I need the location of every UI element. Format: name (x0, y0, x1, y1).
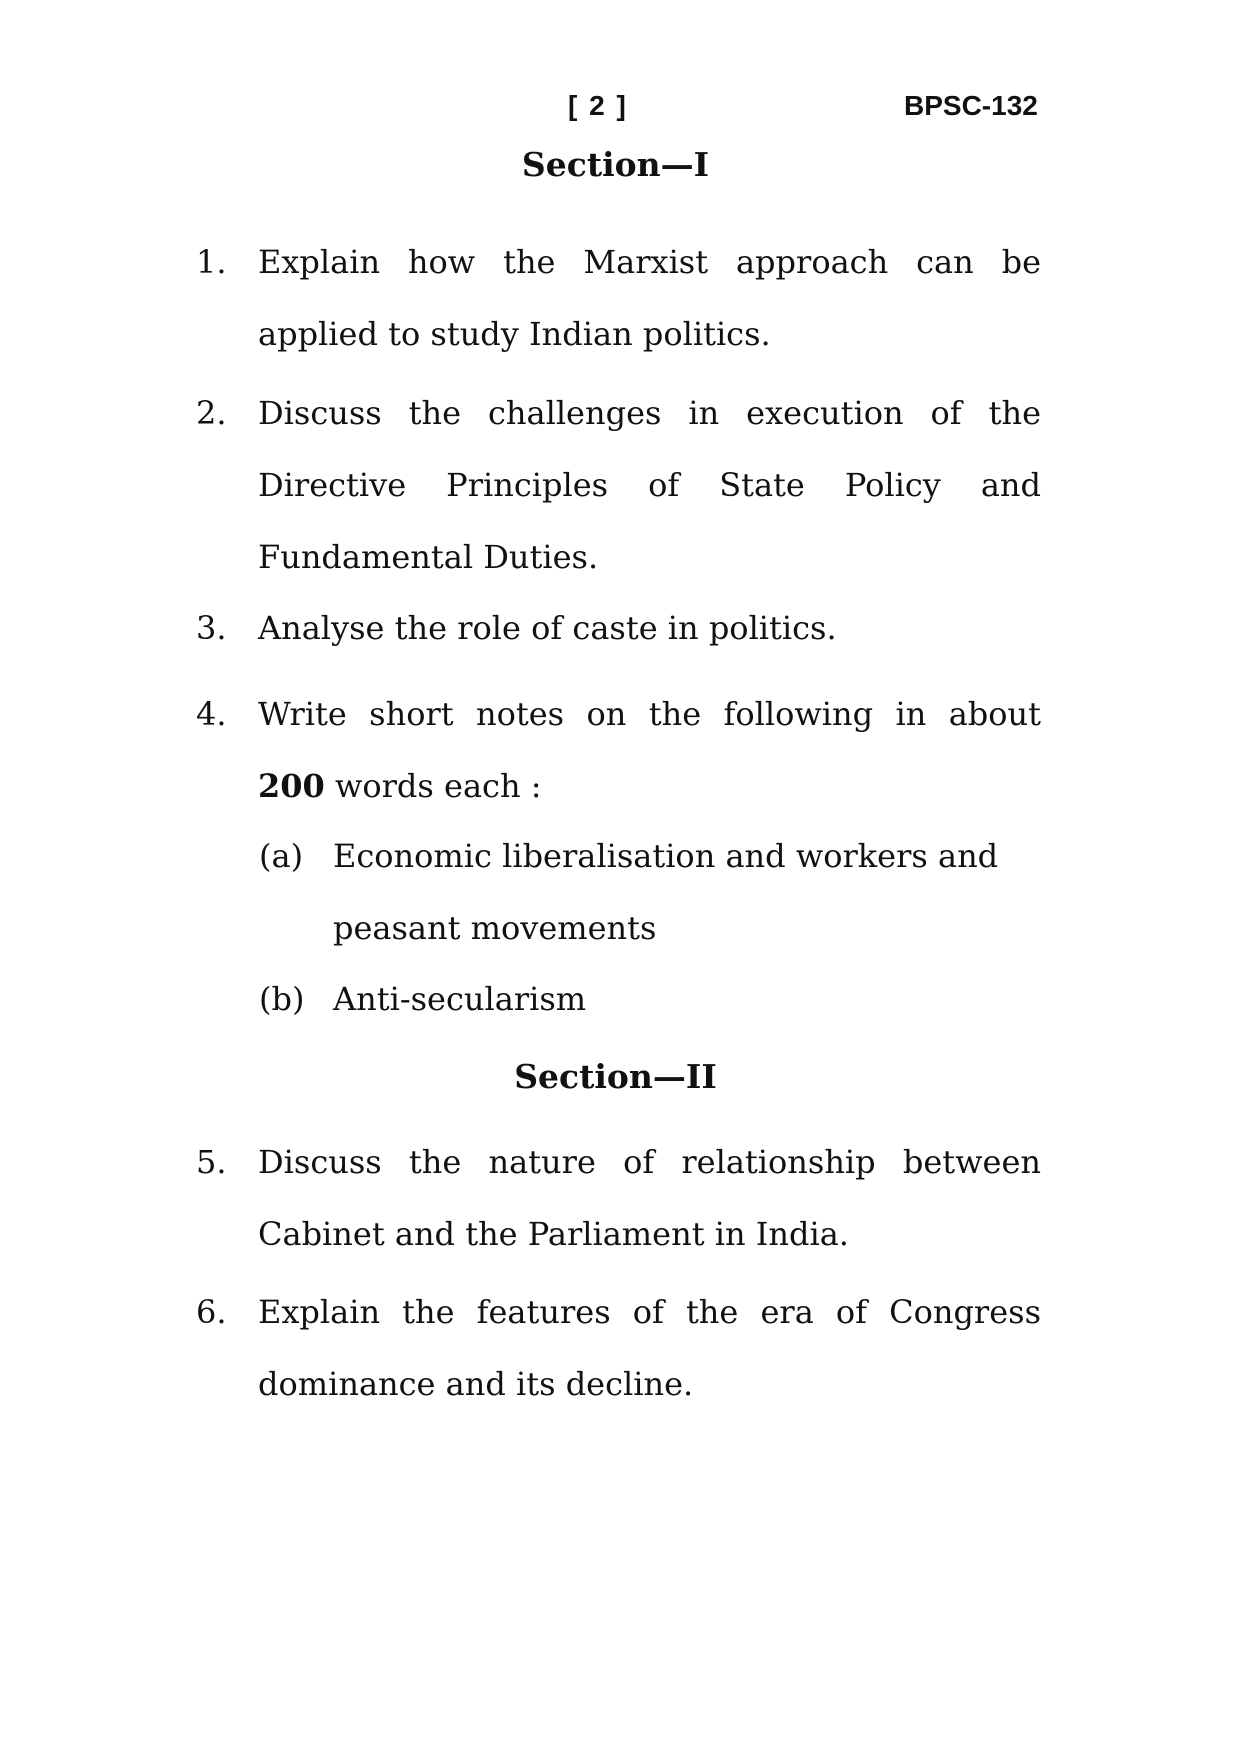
part-text-line: peasant movements (333, 909, 657, 947)
question-number: 3. (196, 609, 227, 647)
question-number: 2. (196, 394, 227, 432)
question-text-line: Explain how the Marxist approach can be (258, 243, 1041, 281)
part-label: (b) (259, 980, 305, 1018)
question-2 (196, 377, 1041, 593)
question-text-line: applied to study Indian politics. (258, 315, 771, 353)
question-6 (196, 1276, 1041, 1420)
question-text-line: Discuss the challenges in execution of the (258, 394, 1041, 432)
section-heading-2: Section—II (514, 1057, 717, 1096)
part-text-line: Anti-secularism (333, 980, 587, 1018)
question-number: 5. (196, 1143, 227, 1181)
question-text-line: Fundamental Duties. (258, 538, 599, 576)
question-text-line: Analyse the role of caste in politics. (258, 609, 837, 647)
question-text-line: Cabinet and the Parliament in India. (258, 1215, 849, 1253)
question-3 (196, 592, 1041, 664)
question-text-line: Discuss the nature of relationship between (258, 1143, 1041, 1181)
question-5 (196, 1126, 1041, 1270)
question-text-line: Directive Principles of State Policy and (258, 466, 1041, 504)
question-1 (196, 226, 1041, 370)
question-number: 4. (196, 695, 227, 733)
question-text-line: dominance and its decline. (258, 1365, 694, 1403)
part-text-line: Economic liberalisation and workers and (333, 837, 999, 875)
paper-code: BPSC-132 (904, 90, 1038, 121)
question-text-line: Explain the features of the era of Congress (258, 1293, 1041, 1331)
question-number: 6. (196, 1293, 227, 1331)
word-count-bold: 200 (258, 767, 325, 805)
question-text-line: Write short notes on the following in about (258, 695, 1041, 733)
section-heading-1: Section—I (521, 145, 710, 184)
question-number: 1. (196, 243, 227, 281)
question-4-part-b (259, 963, 1041, 1035)
page-number: [ 2 ] (568, 90, 628, 121)
question-text-line: words each : (324, 767, 542, 805)
part-label: (a) (259, 837, 304, 875)
question-4-part-a (259, 820, 1041, 964)
question-4 (196, 678, 1041, 822)
